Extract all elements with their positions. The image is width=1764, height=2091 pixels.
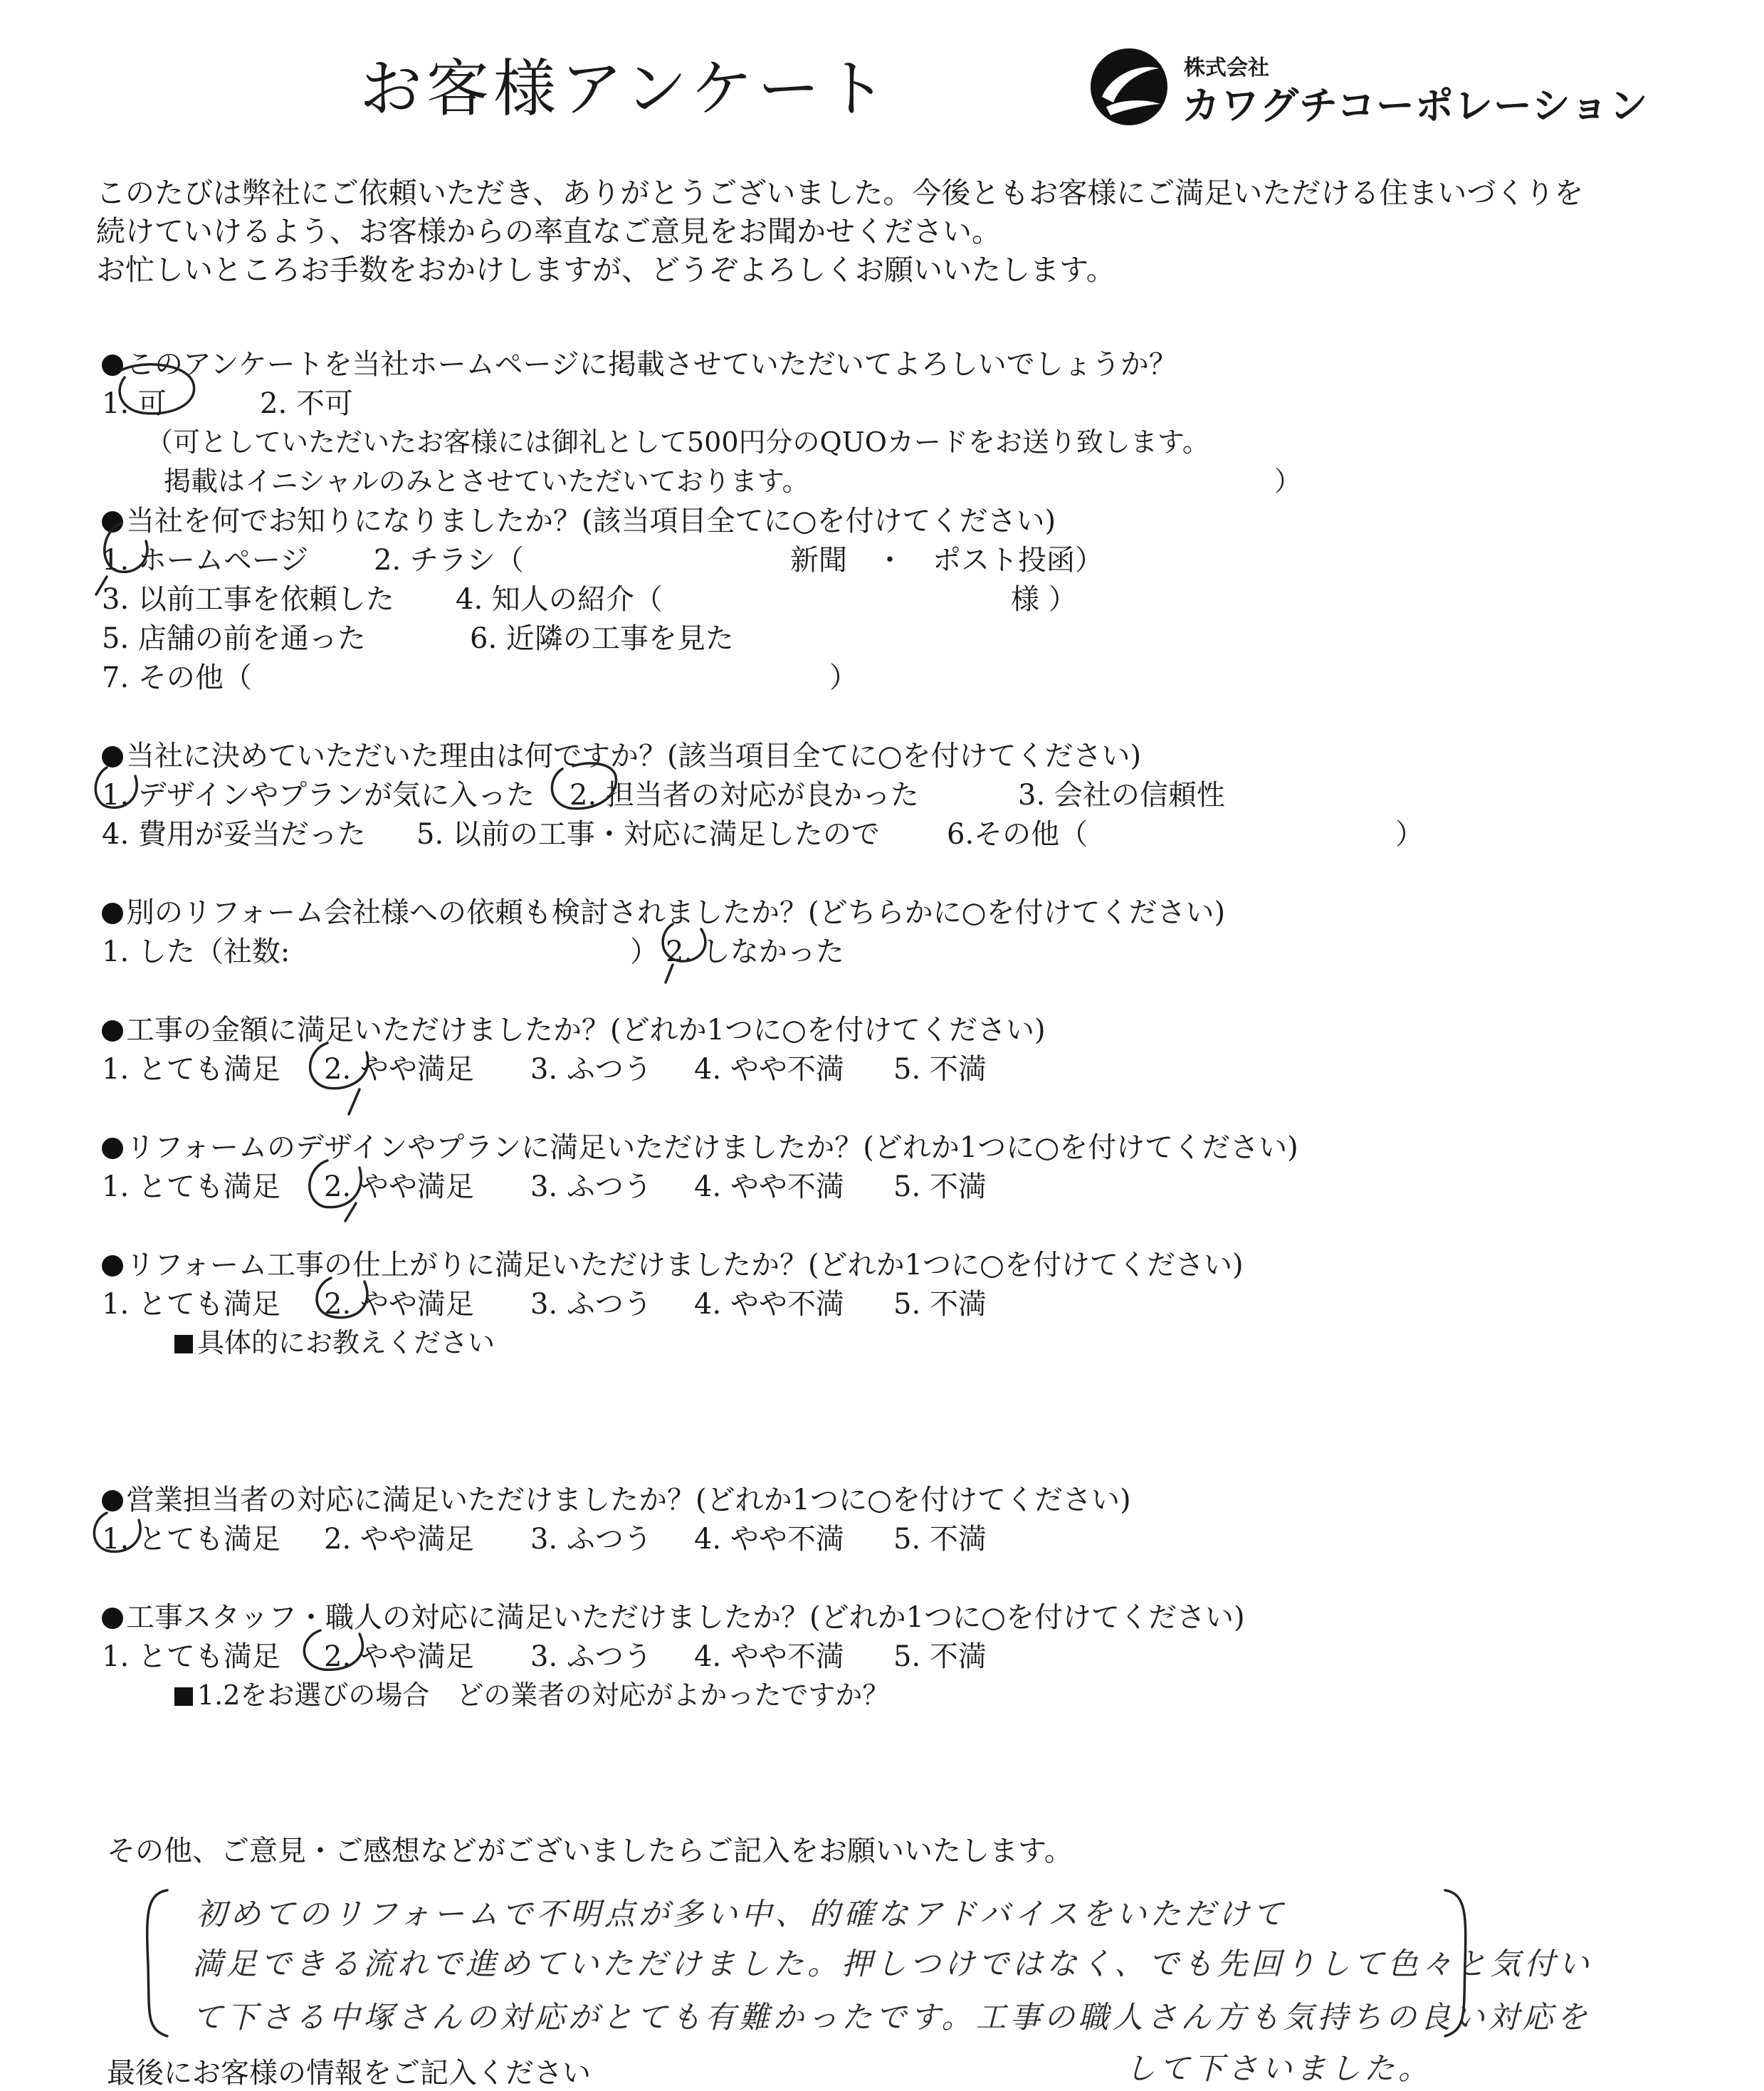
q2-option-referral-suffix: 様 ） — [1011, 583, 1077, 616]
circle-mark-q9 — [304, 1630, 362, 1670]
q9-detail-label: 1.2をお選びの場合 どの業者の対応がよかったですか？ — [174, 1673, 889, 1712]
q3-question: 当社に決めていただいた理由は何ですか？(該当項目全てに○を付けてください) — [102, 733, 1141, 774]
comment-line-4[interactable]: して下さいました。 — [1125, 2051, 1432, 2087]
q2-option-previous[interactable]: 3. 以前工事を依頼した — [102, 583, 394, 616]
q3-option-cost[interactable]: 4. 費用が妥当だった — [102, 818, 366, 851]
q4-option-yes-close: ） — [630, 936, 658, 968]
q6-option-2[interactable]: 2. やや満足 — [324, 1170, 474, 1203]
q1-note-2: 掲載はイニシャルのみとさせていただいております。 — [164, 466, 809, 497]
q5-option-4[interactable]: 4. やや不満 — [694, 1053, 844, 1086]
circle-mark-q2 — [96, 523, 147, 594]
q3-option-other-close: ） — [1395, 818, 1424, 851]
company-name: カワグチコーポレーション — [1182, 83, 1649, 128]
q6-option-4[interactable]: 4. やや不満 — [694, 1170, 844, 1203]
comment-line-3[interactable]: て下さる中塚さんの対応がとても有難かったです。工事の職人さん方も気持ちの良い対応を — [192, 2000, 1591, 2035]
q3-option-staff[interactable]: 2. 担当者の対応が良かった — [569, 779, 919, 812]
q6-option-5[interactable]: 5. 不満 — [893, 1170, 987, 1203]
q2-option-homepage[interactable]: 1. ホームページ — [102, 544, 309, 577]
q5-option-3[interactable]: 3. ふつう — [530, 1053, 652, 1086]
q2-option-flyer-detail: 新聞 ・ ポスト投函） — [790, 544, 1103, 577]
q8-option-1[interactable]: 1. とても満足 — [102, 1523, 280, 1556]
intro-line-1: このたびは弊社にご依頼いただき、ありがとうございました。今後ともお客様にご満足いただける住まいづくりを — [96, 176, 1584, 210]
q7-option-3[interactable]: 3. ふつう — [530, 1288, 652, 1321]
circle-mark-q3-1 — [95, 767, 137, 807]
q2-option-nearby[interactable]: 6. 近隣の工事を見た — [470, 622, 734, 655]
circle-mark-q1 — [120, 365, 194, 414]
circle-mark-q5 — [310, 1043, 368, 1114]
q3-option-trust[interactable]: 3. 会社の信頼性 — [1018, 779, 1225, 812]
comments-prompt: その他、ご意見・ご感想などがございましたらご記入をお願いいたします。 — [107, 1835, 1073, 1867]
q2-question: 当社を何でお知りになりましたか？(該当項目全てに○を付けてください) — [102, 498, 1056, 539]
q8-option-3[interactable]: 3. ふつう — [530, 1523, 652, 1556]
customer-info-heading: 最後にお客様の情報をご記入ください — [107, 2057, 591, 2090]
q8-option-5[interactable]: 5. 不満 — [893, 1523, 987, 1556]
q2-option-store[interactable]: 5. 店舗の前を通った — [102, 622, 366, 655]
comment-bracket-right-icon — [1445, 1890, 1466, 2036]
q7-option-4[interactable]: 4. やや不満 — [694, 1288, 844, 1321]
q6-question: リフォームのデザインやプランに満足いただけましたか？(どれか1つに○を付けてください) — [102, 1125, 1298, 1165]
q7-option-5[interactable]: 5. 不満 — [893, 1288, 987, 1321]
q9-option-4[interactable]: 4. やや不満 — [694, 1640, 844, 1673]
comment-line-1[interactable]: 初めてのリフォームで不明点が多い中、的確なアドバイスをいただけて — [196, 1897, 1287, 1932]
q7-detail-label: 具体的にお教えください — [174, 1321, 495, 1360]
q2-option-referral[interactable]: 4. 知人の紹介（ — [456, 583, 663, 616]
q9-question: 工事スタッフ・職人の対応に満足いただけましたか？(どれか1つに○を付けてください) — [102, 1595, 1245, 1635]
q3-option-design[interactable]: 1. デザインやプランが気に入った — [102, 779, 535, 812]
q2-option-other-close: ） — [829, 661, 858, 694]
q5-option-5[interactable]: 5. 不満 — [893, 1053, 987, 1086]
circle-mark-q3-2 — [552, 763, 616, 809]
page-title: お客様アンケート — [359, 52, 891, 125]
q9-option-2[interactable]: 2. やや満足 — [324, 1640, 474, 1673]
q4-option-no[interactable]: 2. しなかった — [666, 936, 844, 968]
circle-mark-q6 — [310, 1160, 361, 1221]
q5-option-1[interactable]: 1. とても満足 — [102, 1053, 280, 1086]
comment-bracket-left-icon — [147, 1890, 167, 2036]
circle-mark-q4 — [663, 924, 705, 982]
q7-option-1[interactable]: 1. とても満足 — [102, 1288, 280, 1321]
q9-option-5[interactable]: 5. 不満 — [893, 1640, 987, 1673]
intro-line-3: お忙しいところお手数をおかけしますが、どうぞよろしくお願いいたします。 — [96, 253, 1115, 287]
q4-option-yes[interactable]: 1. した（社数: — [102, 936, 290, 968]
q5-question: 工事の金額に満足いただけましたか？(どれか1つに○を付けてください) — [102, 1007, 1046, 1048]
q2-option-other[interactable]: 7. その他（ — [102, 661, 252, 694]
q8-question: 営業担当者の対応に満足いただけましたか？(どれか1つに○を付けてください) — [102, 1477, 1131, 1518]
q7-option-2[interactable]: 2. やや満足 — [324, 1288, 474, 1321]
q6-option-3[interactable]: 3. ふつう — [530, 1170, 652, 1203]
q2-option-flyer[interactable]: 2. チラシ（ — [374, 544, 524, 577]
q7-question: リフォーム工事の仕上がりに満足いただけましたか？(どれか1つに○を付けてください) — [102, 1242, 1244, 1283]
q8-option-4[interactable]: 4. やや不満 — [694, 1523, 844, 1556]
circle-mark-q7 — [317, 1278, 367, 1318]
q9-option-1[interactable]: 1. とても満足 — [102, 1640, 280, 1673]
q1-option-2[interactable]: 2. 不可 — [260, 387, 353, 420]
company-type: 株式会社 — [1184, 56, 1269, 80]
circle-mark-q8 — [94, 1513, 140, 1551]
q3-option-previous-work[interactable]: 5. 以前の工事・対応に満足したので — [416, 818, 880, 851]
q1-option-1[interactable]: 1. 可 — [102, 387, 167, 420]
q4-question: 別のリフォーム会社様への依頼も検討されましたか？(どちらかに○を付けてください) — [102, 890, 1225, 931]
intro-line-2: 続けていけるよう、お客様からの率直なご意見をお聞かせください。 — [96, 214, 1001, 248]
q1-note-close: ） — [1274, 466, 1302, 497]
q9-option-3[interactable]: 3. ふつう — [530, 1640, 652, 1673]
q5-option-2[interactable]: 2. やや満足 — [324, 1053, 474, 1086]
q1-note-1: （可としていただいたお客様には御礼として500円分のQUOカードをお送り致します。 — [146, 426, 1209, 458]
q3-option-other[interactable]: 6.その他（ — [947, 818, 1088, 851]
q8-option-2[interactable]: 2. やや満足 — [324, 1523, 474, 1556]
comment-line-2[interactable]: 満足できる流れで進めていただけました。押しつけではなく、でも先回りして色々と気付い — [192, 1946, 1593, 1982]
q6-option-1[interactable]: 1. とても満足 — [102, 1170, 280, 1203]
q1-question: このアンケートを当社ホームページに掲載させていただいてよろしいでしょうか？ — [102, 342, 1177, 382]
